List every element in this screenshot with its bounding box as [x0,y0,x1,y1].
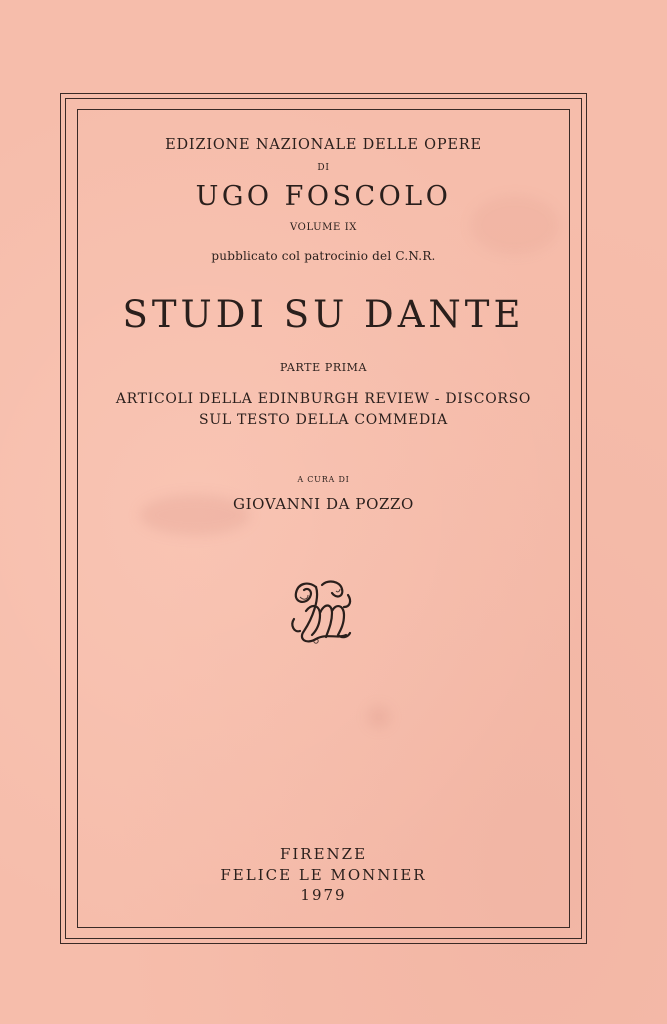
edited-by-label: A CURA DI [297,475,350,484]
series-title: EDIZIONE NAZIONALE DELLE OPERE [165,137,482,153]
author-name: UGO FOSCOLO [195,181,452,212]
patronage-note: pubblicato col patrocinio del C.N.R. [211,249,436,263]
subtitle-line-2: SUL TESTO DELLA COMMEDIA [199,412,448,428]
publication-city: FIRENZE [279,845,368,863]
monogram-lm-icon [286,575,356,649]
series-of: DI [317,163,330,173]
book-title: STUDI SU DANTE [122,293,525,336]
publisher-name: FELICE LE MONNIER [220,866,427,884]
volume-number: VOLUME IX [290,222,357,233]
part-label: PARTE PRIMA [279,361,368,374]
subtitle-line-1: ARTICOLI DELLA EDINBURGH REVIEW - DISCORSO [115,391,532,407]
editor-name: GIOVANNI DA POZZO [233,495,414,513]
publication-year: 1979 [300,886,347,904]
